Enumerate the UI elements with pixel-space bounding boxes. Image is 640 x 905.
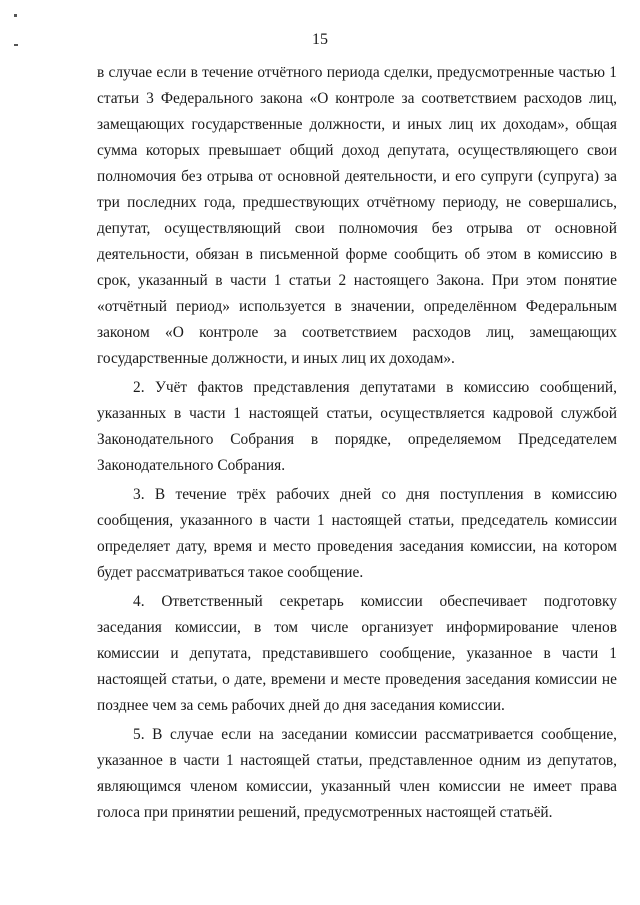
scan-speck [14, 14, 17, 17]
page-number: 15 [312, 31, 328, 48]
paragraph-item-3: 3. В течение трёх рабочих дней со дня поступления в комиссию сообщения, указанного в части 1 настоящей статьи, председатель комиссии определяет дату, время и место проведения заседания комиссии, на котором будет рассматриваться такое сообщение. [97, 486, 617, 581]
paragraph-item-5: 5. В случае если на заседании комиссии рассматривается сообщение, указанное в части 1 настоящей статьи, представленное одним из депутатов, являющимся членом комиссии, указанный член комиссии не имеет права голоса при принятии решений, предусмотренных настоящей статьёй. [97, 726, 617, 821]
paragraph-item-4: 4. Ответственный секретарь комиссии обеспечивает подготовку заседания комиссии, в том числе организует информирование членов комиссии и депутата, представившего сообщение, указанное в части 1 настоящей статьи, о дате, времени и месте проведения заседания комиссии не позднее чем за семь рабочих дней до дня заседания комиссии. [97, 593, 617, 714]
document-body [97, 60, 617, 826]
paragraph-item-2: 2. Учёт фактов представления депутатами в комиссию сообщений, указанных в части 1 настоящей статьи, осуществляется кадровой службой Законодательного Собрания в порядке, определяемом Председателем Законодательного Собрания. [97, 379, 617, 474]
paragraph-continuation: в случае если в течение отчётного периода сделки, предусмотренные частью 1 статьи 3 Федерального закона «О контроле за соответствием расходов лиц, замещающих государственные должности, и иных лиц их доходам», общая сумма которых превышает общий доход депутата, осуществляющего свои полномочия без отрыва от основной деятельности, и его супруги (супруга) за три последних года, предшествующих отчётному периоду, не совершались, депутат, осуществляющий свои полномочия без отрыва от основной деятельности, обязан в письменной форме сообщить об этом в комиссию в срок, указанный в части 1 статьи 2 настоящего Закона. При этом понятие «отчётный период» используется в значении, определённом Федеральным законом «О контроле за соответствием расходов лиц, замещающих государственные должности, и иных лиц их доходам». [97, 64, 617, 367]
